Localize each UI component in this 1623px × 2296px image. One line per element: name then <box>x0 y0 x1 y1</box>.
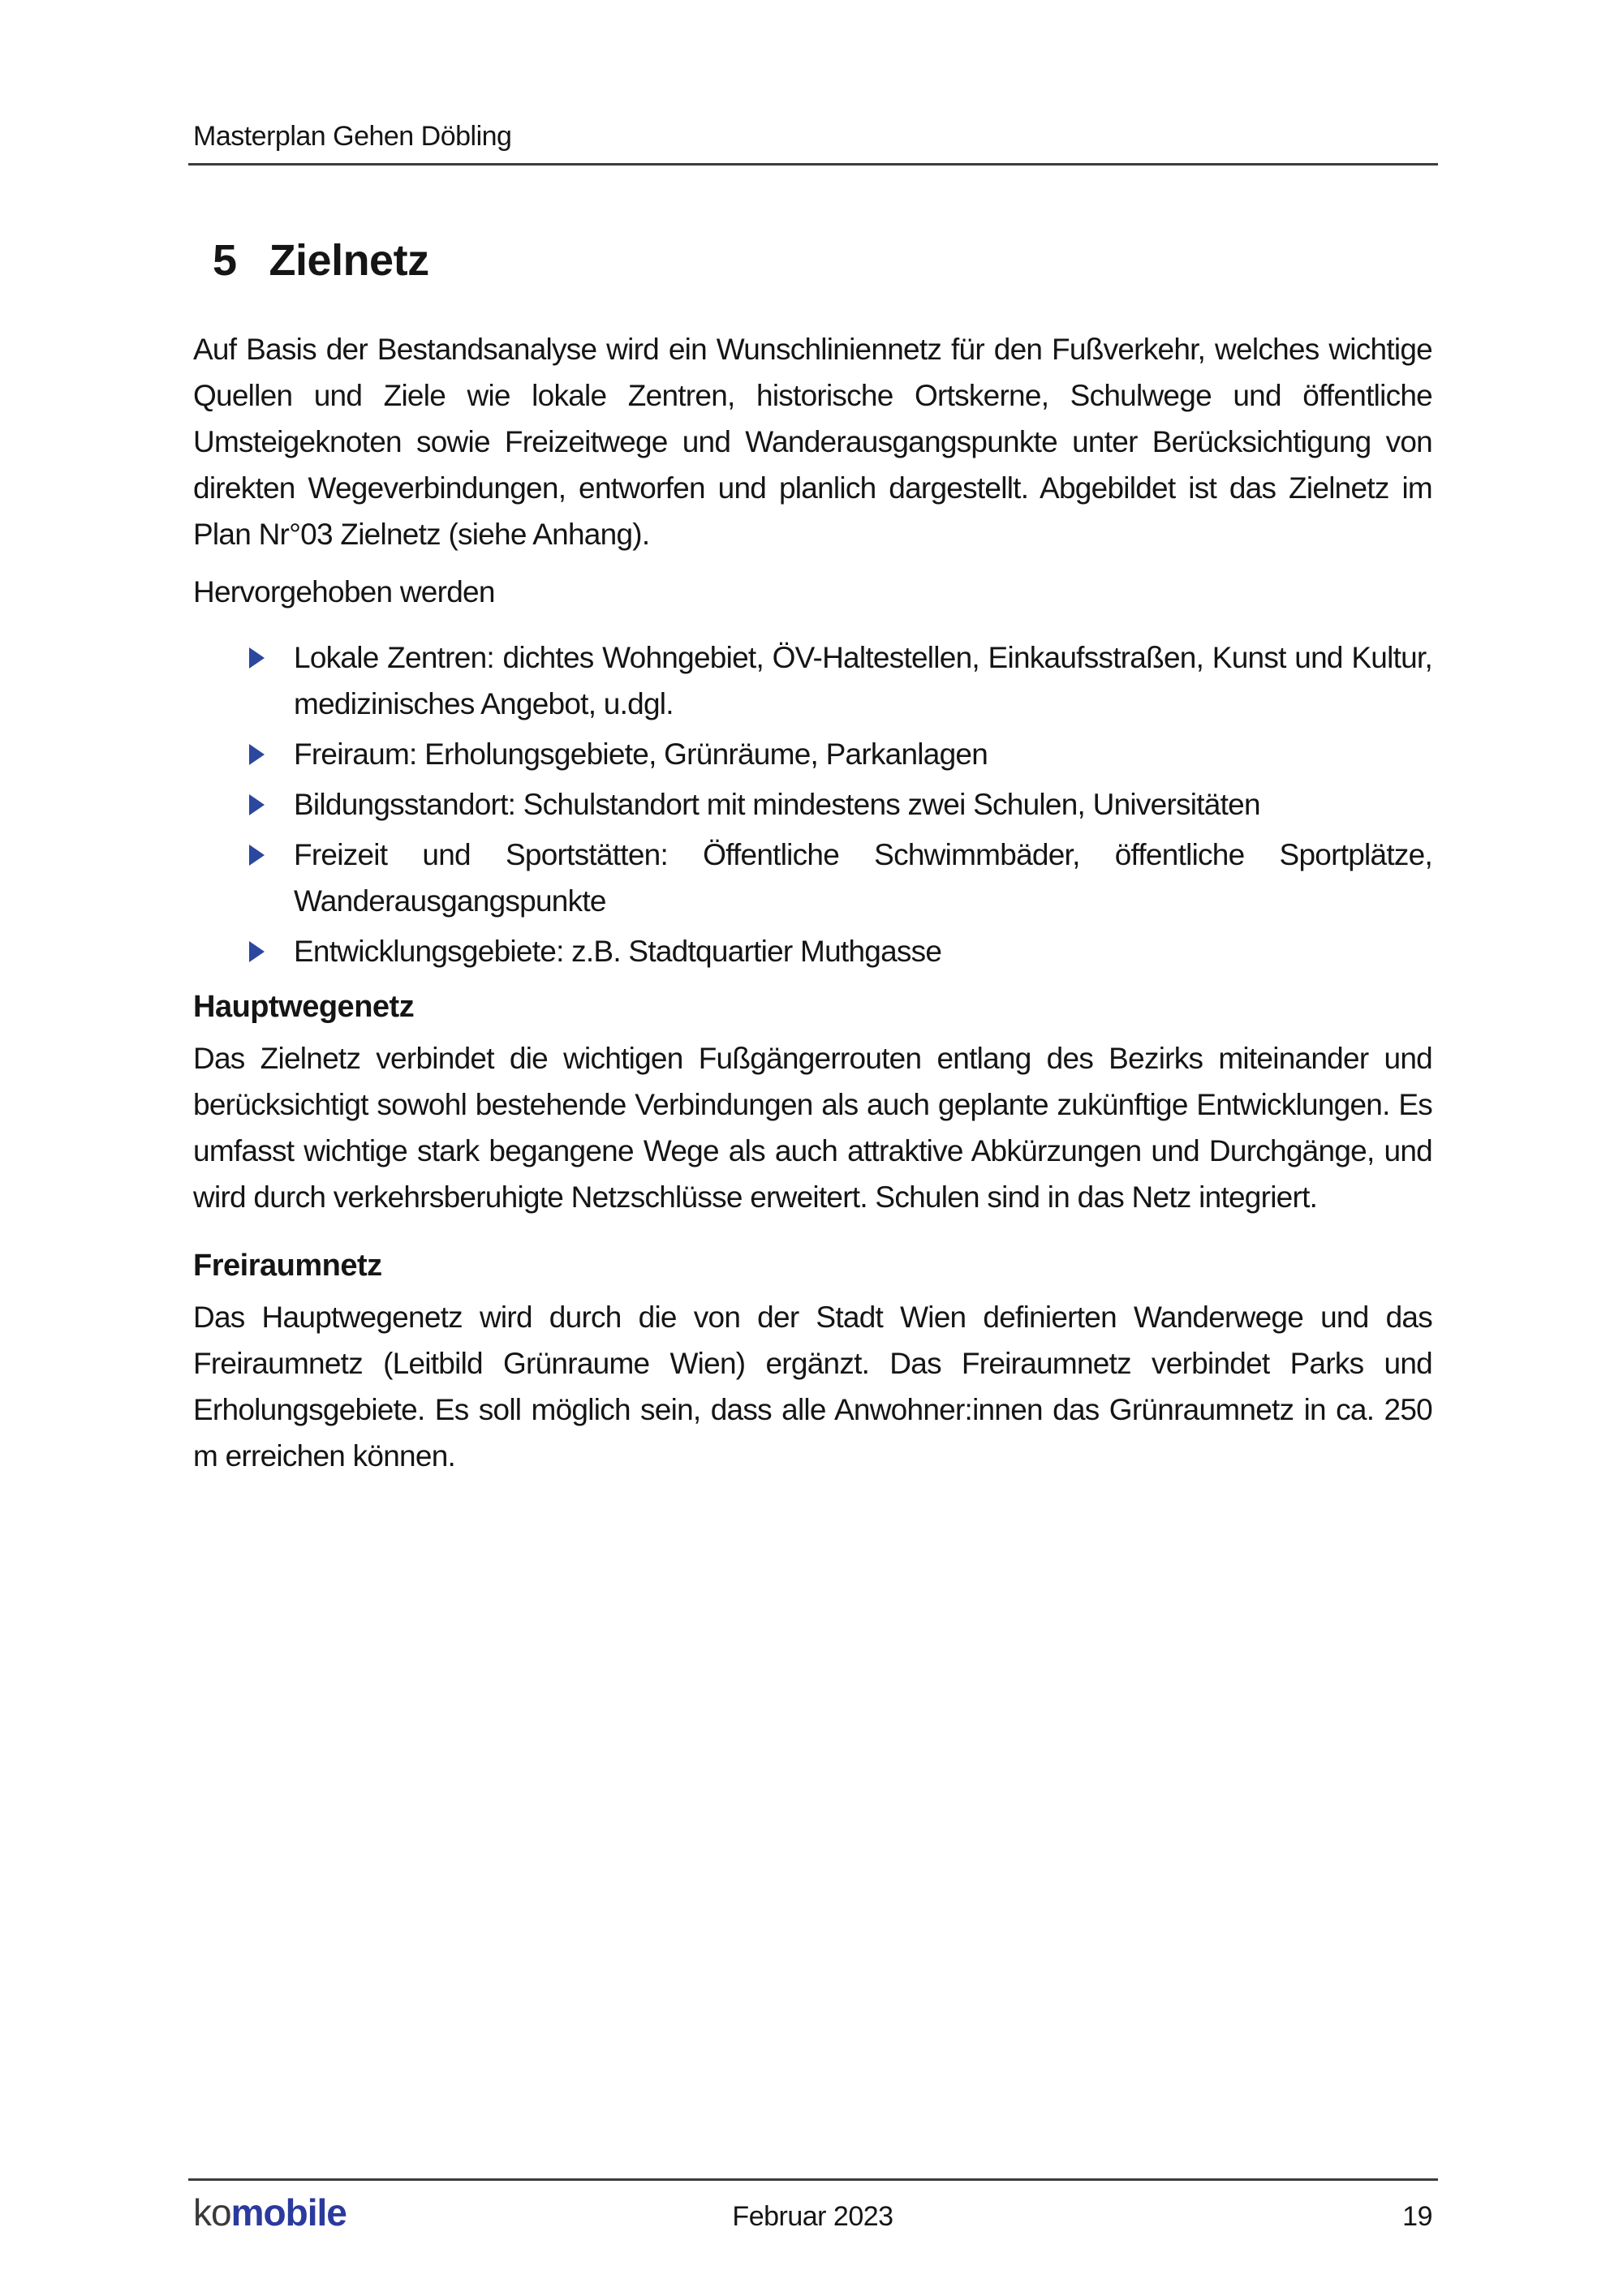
footer-logo-area <box>193 2191 606 2234</box>
highlight-list <box>193 634 1432 974</box>
section-heading-freiraumnetz: Freiraumnetz <box>193 1249 382 1283</box>
header-title: Masterplan Gehen Döbling <box>193 121 512 152</box>
page-content <box>193 166 1432 1479</box>
list-item <box>193 731 1432 777</box>
section-body-freiraumnetz: Das Hauptwegenetz wird durch die von der Stadt Wien definierten Wanderwege und das Freiraumnetz (Leitbild Grünraume Wien) ergänzt. Das Freiraumnetz verbindet Parks und Erholungsgebiete. Es soll möglich sein, dass alle Anwohner:innen das Grünraumnetz in ca. 250 m erreichen können. <box>193 1301 1432 1473</box>
section-body-hauptwegenetz: Das Zielnetz verbindet die wichtigen Fußgängerrouten entlang des Bezirks miteinander und berücksichtigt sowohl bestehende Verbindungen als auch geplante zukünftige Entwicklungen. Es umfasst wichtige stark begangene Wege als auch attraktive Abkürzungen und Durchgänge, und wird durch verkehrsberuhigte Netzschlüsse erweitert. Schulen sind in das Netz integriert. <box>193 1042 1432 1214</box>
intro-paragraph: Auf Basis der Bestandsanalyse wird ein Wunschliniennetz für den Fußverkehr, welches wichtige Quellen und Ziele wie lokale Zentren, historische Ortskerne, Schulwege und öffentliche Umsteigeknoten sowie Freizeitwege und Wanderausgangspunkte unter Berücksichtigung von direkten Wegeverbindungen, entworfen und planlich dargestellt. Abgebildet ist das Zielnetz im Plan Nr°03 Zielnetz (siehe Anhang). <box>193 333 1432 551</box>
bullet-triangle-icon <box>249 647 265 669</box>
komobile-logo <box>193 2191 347 2234</box>
bullet-triangle-icon <box>249 744 265 765</box>
list-item-text: Lokale Zentren: dichtes Wohngebiet, ÖV-Haltestellen, Einkaufsstraßen, Kunst und Kultur, medizinisches Angebot, u.dgl. <box>294 641 1432 720</box>
chapter-heading <box>193 235 1432 286</box>
footer <box>193 2191 1432 2234</box>
chapter-number: 5 <box>213 236 237 285</box>
list-item-text: Entwicklungsgebiete: z.B. Stadtquartier Muthgasse <box>294 935 942 968</box>
list-intro: Hervorgehoben werden <box>193 575 495 608</box>
list-item <box>193 928 1432 974</box>
footer-date: Februar 2023 <box>732 2201 893 2232</box>
list-item <box>193 832 1432 924</box>
bullet-triangle-icon <box>249 794 265 815</box>
footer-page-number: 19 <box>1402 2201 1432 2232</box>
list-item <box>193 634 1432 727</box>
list-item <box>193 781 1432 828</box>
logo-text-mobile: mobile <box>230 2191 347 2234</box>
footer-rule <box>188 2178 1438 2181</box>
list-item-text: Freizeit und Sportstätten: Öffentliche Schwimmbäder, öffentliche Sportplätze, Wanderausgangspunkte <box>294 838 1432 918</box>
logo-text-ko: ko <box>193 2191 231 2234</box>
bullet-triangle-icon <box>249 845 265 866</box>
chapter-title: Zielnetz <box>269 236 429 285</box>
section-heading-hauptwegenetz: Hauptwegenetz <box>193 990 415 1024</box>
list-item-text: Freiraum: Erholungsgebiete, Grünräume, Parkanlagen <box>294 737 988 771</box>
list-item-text: Bildungsstandort: Schulstandort mit mindestens zwei Schulen, Universitäten <box>294 788 1260 821</box>
bullet-triangle-icon <box>249 941 265 962</box>
